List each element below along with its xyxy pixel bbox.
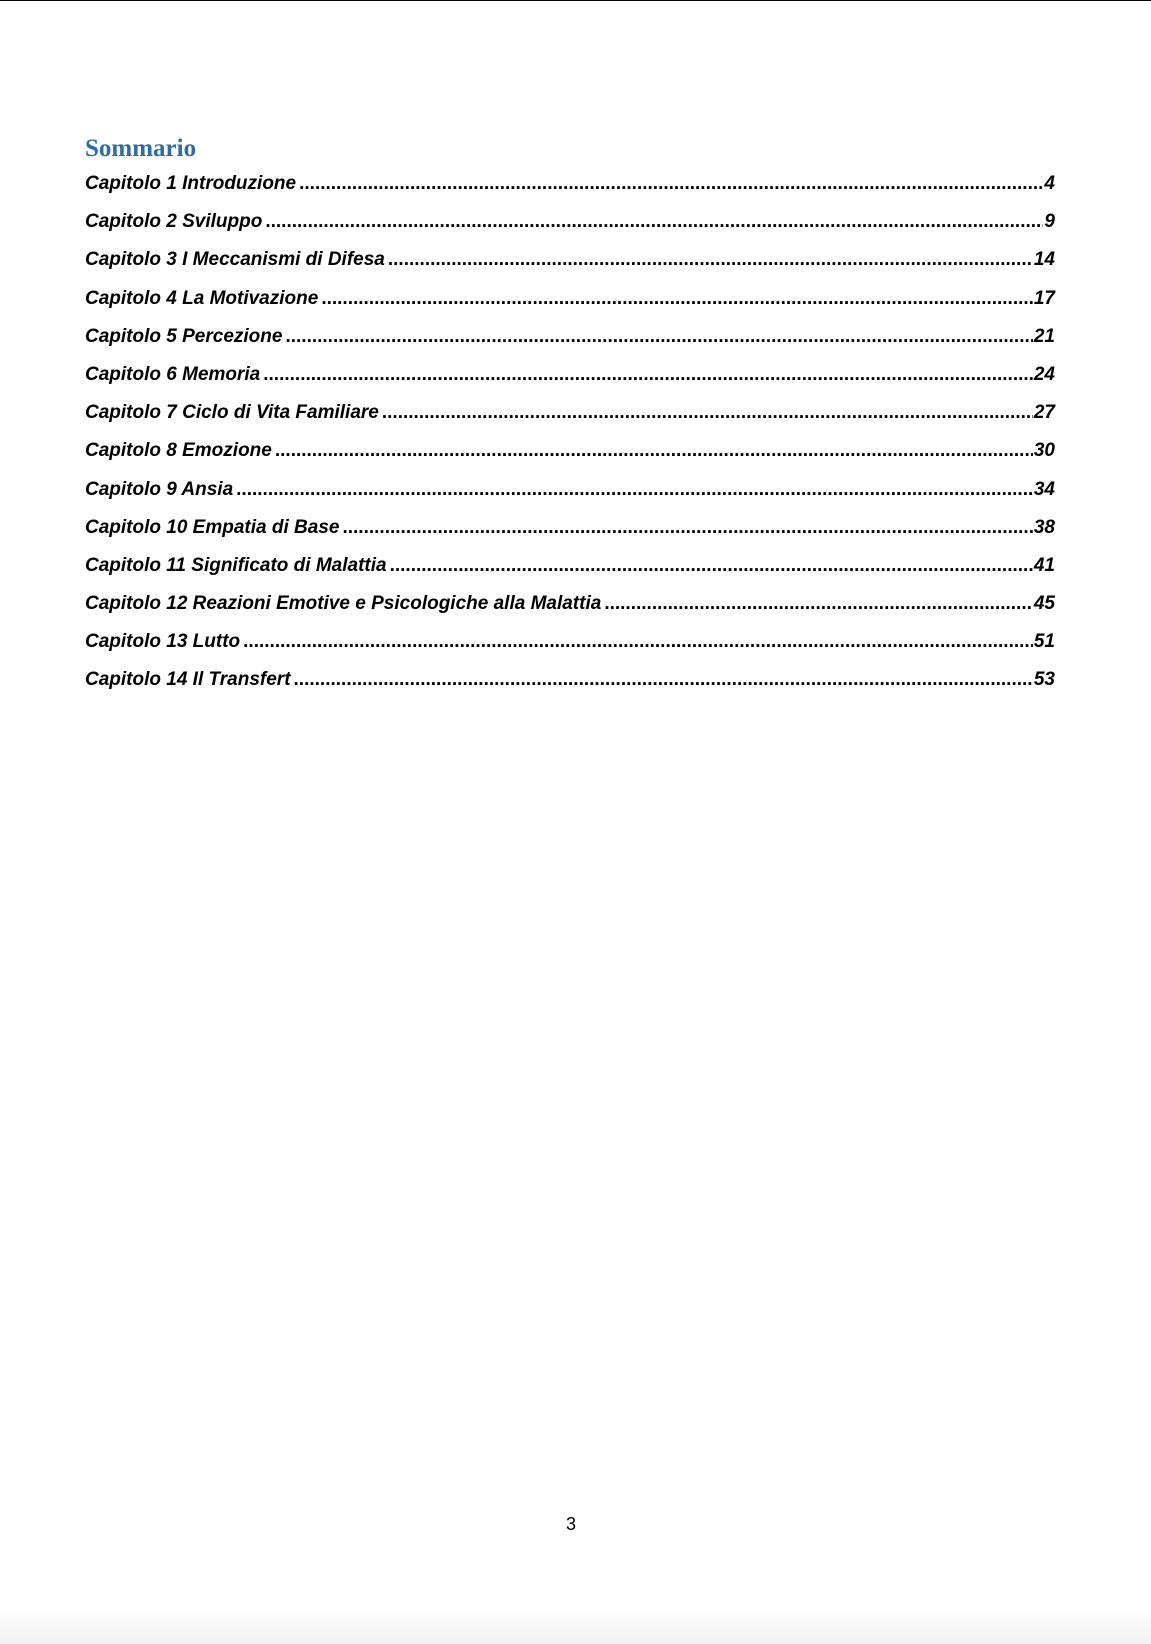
toc-entry[interactable] xyxy=(85,402,1055,440)
toc-dot-leader xyxy=(388,249,1033,271)
toc-entry-page: 51 xyxy=(1033,631,1055,653)
toc-dot-leader xyxy=(236,479,1033,501)
toc-dot-leader xyxy=(342,517,1032,539)
toc-entry-label: Capitolo 2 Sviluppo xyxy=(85,211,263,233)
toc-entry[interactable] xyxy=(85,593,1055,631)
toc-entry-label: Capitolo 11 Significato di Malattia xyxy=(85,554,387,576)
toc-entry[interactable] xyxy=(85,249,1055,287)
toc-entry-page: 4 xyxy=(1044,173,1055,194)
toc-dot-leader xyxy=(243,631,1033,653)
toc-entry[interactable] xyxy=(85,288,1055,326)
toc-entry-page: 21 xyxy=(1033,325,1055,347)
toc-dot-leader xyxy=(382,402,1033,424)
page-bottom-shade xyxy=(0,1606,1151,1644)
toc-dot-leader xyxy=(285,326,1032,348)
page-top-border xyxy=(0,0,1151,1)
toc-entry-page: 24 xyxy=(1033,363,1055,385)
toc-entry-label: Capitolo 9 Ansia xyxy=(85,478,234,500)
toc-entry-label: Capitolo 8 Emozione xyxy=(85,440,272,462)
toc-entry-label: Capitolo 12 Reazioni Emotive e Psicologiche alla Malattia xyxy=(85,593,602,615)
toc-entry-label: Capitolo 7 Ciclo di Vita Familiare xyxy=(85,402,379,424)
page-number: 3 xyxy=(565,1514,576,1534)
toc-entry[interactable] xyxy=(85,631,1055,669)
toc-dot-leader xyxy=(265,211,1043,233)
toc-title: Sommario xyxy=(85,135,197,162)
toc-entry-page: 17 xyxy=(1033,287,1055,309)
toc-entry-page: 53 xyxy=(1033,669,1055,691)
toc-entry[interactable] xyxy=(85,211,1055,249)
toc-list xyxy=(85,173,1055,708)
toc-entry-page: 38 xyxy=(1033,516,1055,538)
toc-dot-leader xyxy=(299,173,1043,195)
toc-entry-label: Capitolo 3 I Meccanismi di Difesa xyxy=(85,249,385,271)
toc-entry[interactable] xyxy=(85,555,1055,593)
toc-entry-label: Capitolo 1 Introduzione xyxy=(85,173,297,194)
toc-entry-page: 9 xyxy=(1044,211,1055,233)
toc-entry[interactable] xyxy=(85,326,1055,364)
toc-entry-label: Capitolo 6 Memoria xyxy=(85,363,261,385)
toc-entry-label: Capitolo 10 Empatia di Base xyxy=(85,516,340,538)
toc-entry[interactable] xyxy=(85,669,1055,707)
toc-entry[interactable] xyxy=(85,364,1055,402)
toc-entry-label: Capitolo 5 Percezione xyxy=(85,325,283,347)
toc-entry-page: 45 xyxy=(1033,593,1055,615)
toc-dot-leader xyxy=(390,555,1033,577)
toc-entry-label: Capitolo 4 La Motivazione xyxy=(85,287,319,309)
toc-dot-leader xyxy=(321,288,1033,310)
toc-dot-leader xyxy=(604,593,1033,615)
toc-entry[interactable] xyxy=(85,517,1055,555)
toc-entry-page: 14 xyxy=(1033,249,1055,271)
toc-entry[interactable] xyxy=(85,173,1055,211)
toc-entry-label: Capitolo 14 Il Transfert xyxy=(85,669,291,691)
toc-entry-page: 30 xyxy=(1033,440,1055,462)
toc-entry[interactable] xyxy=(85,479,1055,517)
toc-entry[interactable] xyxy=(85,440,1055,478)
toc-dot-leader xyxy=(263,364,1033,386)
toc-dot-leader xyxy=(294,669,1033,691)
table-of-contents xyxy=(85,132,1055,708)
toc-entry-page: 27 xyxy=(1033,402,1055,424)
toc-entry-page: 34 xyxy=(1033,478,1055,500)
toc-entry-label: Capitolo 13 Lutto xyxy=(85,631,241,653)
toc-dot-leader xyxy=(275,440,1033,462)
toc-entry-page: 41 xyxy=(1033,554,1055,576)
